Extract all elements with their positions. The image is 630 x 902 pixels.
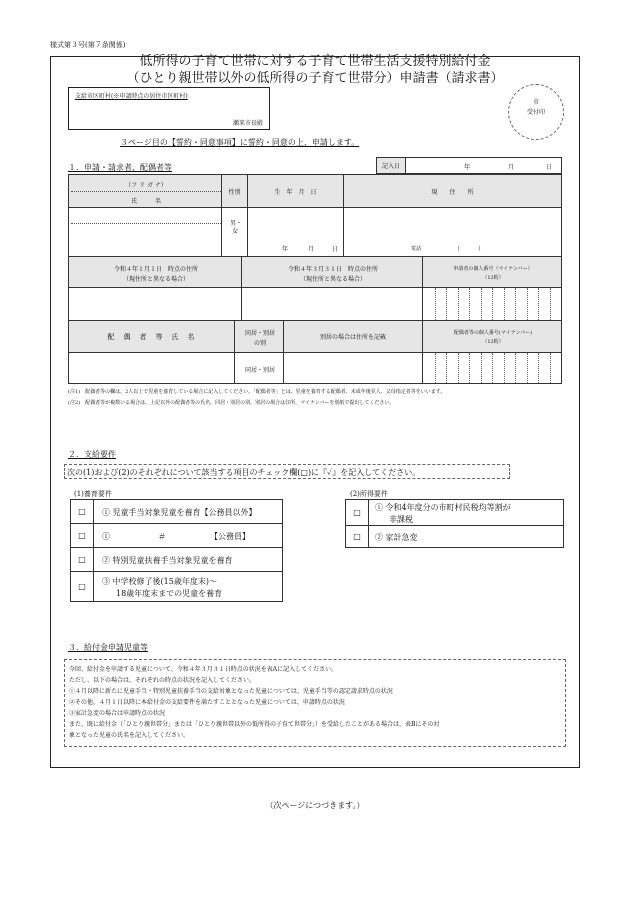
- jan-address-title: 令和４年１月１日 時点の住所: [113, 266, 198, 273]
- dob-day: 日: [332, 246, 339, 253]
- dob-field[interactable]: [247, 207, 344, 257]
- reception-stamp: [508, 84, 564, 140]
- care-item-2: [93, 523, 283, 548]
- income-item-1-label1: ① 令和4年度分の市町村民税均等割が: [375, 503, 511, 512]
- address-field[interactable]: [343, 207, 562, 257]
- address-header: 現 住 所: [343, 174, 562, 208]
- digit-divider: [515, 353, 516, 383]
- title-line2: （ひとり親世帯以外の低所得の子育て世帯分）申請書（請求書）: [126, 71, 504, 86]
- municipality-label: 支給市区町村(※申請時点の居住市区町村): [75, 93, 188, 100]
- fill-date-label: 記入日: [376, 157, 406, 174]
- mar-address-title: 令和４年３月３１日 時点の住所: [287, 266, 378, 273]
- mar-address-field[interactable]: [241, 287, 423, 321]
- phone-parens: （ ）: [454, 246, 485, 253]
- care-item-3-label: ② 特別児童扶養手当対象児童を養育: [102, 556, 233, 565]
- digit-divider: [515, 288, 516, 320]
- applicant-mynumber-digits: （12桁）: [482, 275, 504, 281]
- spouse-mynumber-label: 配偶者等の個人番号(マイナンバー): [453, 330, 533, 336]
- digit-divider: [538, 353, 539, 383]
- income-item-2-label: ② 家計急変: [375, 533, 418, 542]
- cohabit-label2: の別: [253, 340, 266, 347]
- cohabit-header: [234, 320, 284, 353]
- section3-line-6: また、既に給付金（「ひとり親世帯分」または「ひとり親世帯以外の低所得の子育て世帯分」）を受給したことがある場合は、表Bにその対: [69, 721, 440, 728]
- pledge-instruction: ３ページ目の【誓約・同意事項】に誓約・同意の上、申請します。: [120, 138, 360, 147]
- phone-label: 電話: [411, 246, 422, 252]
- title-line1: 低所得の子育て世帯に対する子育て世帯生活支援特別給付金: [139, 54, 491, 69]
- income-item-2: [368, 525, 564, 548]
- digit-divider: [538, 288, 539, 320]
- section3-line-4: ②その他、４月１日以降に本給付金の支給要件を満たすこととなった児童については、申請時点の状況: [69, 699, 345, 706]
- section3-line-3: ①４月以降に新たに児童手当・特別児童扶養手当の支給対象となった児童については、児童手当等の認定請求時点の状況: [69, 688, 393, 695]
- care-item-2-label: ① ＃ 【公務員】: [102, 532, 250, 541]
- dob-month: 月: [308, 246, 315, 253]
- applicant-mynumber-label: 申請者の個人番号（マイナンバー）: [453, 266, 533, 272]
- name-label: 氏 名: [130, 198, 161, 205]
- section2-instruction: 次の(1)および(2)のそれぞれについて該当する項目のチェック欄(□)に『✓』を記入してください。: [67, 468, 421, 477]
- fill-date-field[interactable]: [405, 157, 562, 174]
- digit-divider: [458, 288, 459, 320]
- digit-divider: [550, 288, 551, 320]
- cohabit-label1: 同居・別居: [244, 330, 275, 337]
- jan-address-sub: （現住所と異なる場合）: [122, 276, 189, 283]
- digit-divider: [492, 353, 493, 383]
- digit-divider: [469, 353, 470, 383]
- section3-notice-box: [64, 659, 566, 747]
- digit-divider: [446, 288, 447, 320]
- digit-divider: [504, 288, 505, 320]
- stamp-line2: 受付印: [526, 109, 545, 116]
- fill-date-month: 月: [508, 164, 515, 171]
- digit-divider: [446, 353, 447, 383]
- stamp-line1: 市: [532, 99, 539, 106]
- care-requirement-title: (1)養育要件: [74, 490, 112, 498]
- spouse-name-field[interactable]: [68, 352, 235, 384]
- fill-date-day: 日: [546, 164, 553, 171]
- municipality-box: [68, 87, 270, 130]
- digit-divider: [550, 353, 551, 383]
- digit-divider: [504, 353, 505, 383]
- spouse-mynumber-digits: （12桁）: [482, 339, 504, 345]
- note-1: (注1) 配偶者等の欄は、2人以上で児童を養育している場合に記入してください。「配偶者等」とは、児童を養育する配偶者、未成年後見人、父母指定者等をいいます。: [68, 389, 446, 395]
- applicant-mynumber-field[interactable]: [422, 287, 562, 321]
- sex-header: 性別: [221, 174, 248, 208]
- section3-title: ３．給付金申請児童等: [68, 643, 148, 652]
- care-check-3[interactable]: □: [70, 547, 94, 572]
- section3-line-1: 今回、給付金を申請する児童について、令和４年３月３１日時点の状況を表Aに記入してください。: [69, 666, 338, 673]
- income-check-1[interactable]: □: [345, 499, 369, 526]
- income-item-1-label2: 非課税: [389, 515, 413, 524]
- section3-line-2: ただし、以下の場合は、それぞれの時点の状況を記入してください。: [69, 677, 256, 684]
- digit-divider: [458, 353, 459, 383]
- sex-field[interactable]: [221, 207, 248, 257]
- name-header: [68, 174, 222, 208]
- spouse-mynumber-field[interactable]: [422, 352, 562, 384]
- care-item-1: [93, 499, 283, 524]
- applicant-name-field[interactable]: [68, 207, 222, 257]
- mar-address-header: [241, 256, 423, 288]
- care-item-4-label2: 18歳年度末までの児童を養育: [116, 589, 223, 598]
- digit-divider: [492, 288, 493, 320]
- cohabit-choice: 同居・別居: [244, 367, 275, 374]
- care-item-4: [93, 571, 283, 602]
- sex-options: 男・女: [230, 220, 243, 235]
- section1-title: １．申請・請求者、配偶者等: [68, 163, 172, 172]
- section3-line-7: 象となった児童の氏名を記入してください。: [69, 732, 190, 739]
- digit-divider: [481, 353, 482, 383]
- fill-date-year: 年: [464, 164, 471, 171]
- section2-instruction-box: [64, 464, 510, 479]
- care-check-4[interactable]: □: [70, 571, 94, 602]
- digit-divider: [527, 288, 528, 320]
- form-number: 様式第３号(第７条関係): [50, 41, 126, 49]
- digit-divider: [527, 353, 528, 383]
- digit-divider: [469, 288, 470, 320]
- income-item-1: [368, 499, 564, 526]
- jan-address-header: [68, 256, 242, 288]
- applicant-mynumber-header: [422, 256, 562, 288]
- furigana-label: （フ リ ガ ナ）: [125, 182, 167, 189]
- footer-continued: （次ページにつづきます。）: [265, 801, 365, 810]
- care-item-3: [93, 547, 283, 572]
- dob-header: 生 年 月 日: [247, 174, 344, 208]
- care-check-2[interactable]: □: [70, 523, 94, 548]
- spouse-mynumber-header: [422, 320, 562, 353]
- spouse-name-header: 配 偶 者 等 氏 名: [68, 320, 235, 353]
- income-requirement-title: (2)所得要件: [350, 490, 388, 498]
- section3-line-5: ③家計急変の場合は申請時点の状況: [69, 710, 166, 717]
- section2-title: ２．支給要件: [68, 450, 116, 459]
- care-item-1-label: ① 児童手当対象児童を養育【公務員以外】: [102, 508, 257, 517]
- dob-year: 年: [282, 246, 289, 253]
- digit-divider: [435, 353, 436, 383]
- mar-address-sub: （現住所と異なる場合）: [299, 276, 366, 283]
- care-check-1[interactable]: □: [70, 499, 94, 524]
- digit-divider: [481, 288, 482, 320]
- income-check-2[interactable]: □: [345, 525, 369, 548]
- separate-address-field[interactable]: [283, 352, 423, 384]
- cohabit-field[interactable]: [234, 352, 284, 384]
- separate-address-header: 別居の場合は住所を記載: [283, 320, 423, 353]
- digit-divider: [435, 288, 436, 320]
- note-2: (注2) 配偶者等が複数いる場合は、上記以外の配偶者等の氏名、同居・別居の別、別居の場合は住所、マイナンバーを別紙で提出してください。: [68, 400, 395, 406]
- jan-address-field[interactable]: [68, 287, 242, 321]
- care-item-4-label: ③ 中学校修了後(15歳年度末)～: [102, 577, 217, 586]
- mayor-addressee: 瀬来市長殿: [232, 120, 263, 127]
